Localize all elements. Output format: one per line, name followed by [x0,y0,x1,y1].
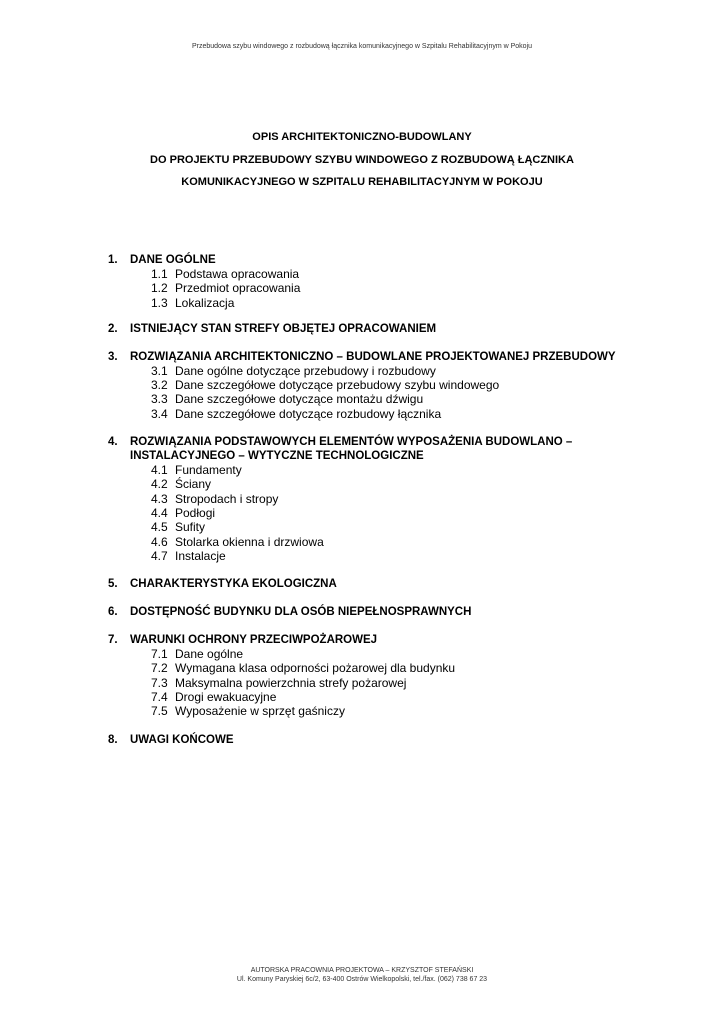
toc-subitem-number: 3.4 [151,406,168,421]
toc-section-heading [108,253,628,267]
toc-subitem [151,407,628,421]
toc-section [108,577,628,591]
toc-subitem-label: Stropodach i stropy [175,491,279,506]
toc-section [108,605,628,619]
toc-section-number: 4. [108,436,118,449]
toc-section-heading [108,350,628,364]
toc-section-title: WARUNKI OCHRONY PRZECIWPOŻAROWEJ [130,634,378,647]
toc-section-title: ROZWIĄZANIA PODSTAWOWYCH ELEMENTÓW WYPOSAŻENIA BUDOWLANO – INSTALACYJNEGO – WYTYCZNE TECHNOLOGICZNE [130,436,573,463]
toc-subitem [151,392,628,406]
toc-subitem [151,296,628,310]
toc-subitem [151,492,628,506]
toc-section-title: ROZWIĄZANIA ARCHITEKTONICZNO – BUDOWLANE PROJEKTOWANEJ PRZEBUDOWY [130,350,616,363]
toc-subitem-label: Dane ogólne dotyczące przebudowy i rozbudowy [175,363,436,378]
toc-subitem [151,661,628,675]
toc-subitem-number: 4.7 [151,548,168,563]
toc-section-heading [108,605,628,619]
toc-subitem [151,364,628,378]
toc-subitem-number: 7.3 [151,675,168,690]
title-line-3: KOMUNIKACYJNEGO W SZPITALU REHABILITACYJNYM W POKOJU [181,176,543,188]
toc-subitem-label: Wyposażenie w sprzęt gaśniczy [175,704,345,719]
toc-section-title: CHARAKTERYSTYKA EKOLOGICZNA [130,578,337,591]
toc-section-title: DOSTĘPNOŚĆ BUDYNKU DLA OSÓB NIEPEŁNOSPRAWNYCH [130,606,472,619]
toc-section-heading [108,633,628,647]
toc-subitem-number: 3.2 [151,378,168,393]
toc-section-heading [108,322,628,336]
toc-subitem-list [151,463,628,563]
title-line-1: OPIS ARCHITEKTONICZNO-BUDOWLANY [252,131,472,143]
toc-section-number: 3. [108,350,118,363]
toc-subitem-number: 3.1 [151,363,168,378]
toc-subitem [151,506,628,520]
toc-section-heading [108,733,628,747]
toc-subitem-label: Dane szczegółowe dotyczące przebudowy szybu windowego [175,378,500,393]
toc-subitem-label: Wymagana klasa odporności pożarowej dla budynku [175,661,456,676]
toc-subitem-label: Dane ogólne [175,647,244,662]
toc-section-title: UWAGI KOŃCOWE [130,733,234,746]
toc-section-number: 8. [108,733,118,746]
running-header: Przebudowa szybu windowego z rozbudową łącznika komunikacyjnego w Szpitalu Rehabilitacyjnym w Pokoju [191,43,533,50]
toc-subitem [151,676,628,690]
toc-subitem-label: Podstawa opracowania [175,267,300,281]
toc-subitem [151,520,628,534]
toc-subitem-label: Sufity [175,520,206,535]
toc-section [108,350,628,421]
toc-subitem-label: Drogi ewakuacyjne [175,690,277,705]
toc-subitem-number: 7.1 [151,647,168,662]
footer-line-2: Ul. Komuny Paryskiej 6c/2, 63-400 Ostrów Wielkopolski, tel./fax. (062) 738 67 23 [236,976,488,983]
toc-subitem [151,690,628,704]
toc-subitem-number: 1.1 [151,267,168,281]
toc-subitem-number: 4.6 [151,534,168,549]
toc-subitem-label: Ściany [175,477,212,492]
toc-subitem [151,549,628,563]
toc-subitem-number: 7.5 [151,704,168,719]
document-title [0,126,724,194]
toc-subitem [151,267,628,281]
toc-section-heading [108,435,628,463]
toc-subitem-label: Podłogi [175,505,216,520]
toc-subitem [151,535,628,549]
toc-subitem [151,281,628,295]
toc-subitem-number: 4.5 [151,520,168,535]
toc-subitem-list [151,267,628,310]
toc-subitem-number: 7.4 [151,690,168,705]
toc-subitem [151,378,628,392]
toc-subitem-number: 4.4 [151,505,168,520]
toc-subitem-number: 4.2 [151,477,168,492]
table-of-contents [0,253,724,747]
footer-line-1: AUTORSKA PRACOWNIA PROJEKTOWA – KRZYSZTOF STEFAŃSKI [250,967,474,974]
toc-subitem-number: 3.3 [151,392,168,407]
toc-subitem-label: Dane szczegółowe dotyczące montażu dźwigu [175,392,424,407]
toc-subitem [151,477,628,491]
toc-subitem-number: 4.3 [151,491,168,506]
toc-subitem [151,704,628,718]
toc-subitem-number: 1.3 [151,295,168,310]
toc-subitem-label: Dane szczegółowe dotyczące rozbudowy łącznika [175,406,442,421]
toc-subitem-number: 7.2 [151,661,168,676]
toc-subitem-label: Lokalizacja [175,295,235,310]
toc-section [108,733,628,747]
toc-subitem [151,647,628,661]
toc-section-number: 1. [108,254,118,266]
toc-section [108,322,628,336]
toc-section-number: 5. [108,578,118,591]
toc-subitem-list [151,364,628,421]
toc-section [108,435,628,563]
toc-section-title: ISTNIEJĄCY STAN STREFY OBJĘTEJ OPRACOWANIEM [130,322,437,335]
toc-section-title: DANE OGÓLNE [130,254,216,266]
toc-subitem-number: 1.2 [151,281,168,296]
toc-subitem-label: Fundamenty [175,463,242,478]
title-line-2: DO PROJEKTU PRZEBUDOWY SZYBU WINDOWEGO Z ROZBUDOWĄ ŁĄCZNIKA [150,153,574,166]
toc-subitem-label: Przedmiot opracowania [175,281,301,296]
toc-subitem-number: 4.1 [151,463,168,478]
toc-subitem-label: Stolarka okienna i drzwiowa [175,534,324,549]
toc-section-number: 6. [108,606,118,619]
toc-subitem-label: Maksymalna powierzchnia strefy pożarowej [175,675,407,690]
toc-subitem-label: Instalacje [175,548,226,563]
toc-section-number: 2. [108,322,118,335]
page-footer [0,966,724,984]
toc-section [108,633,628,718]
toc-section-heading [108,577,628,591]
toc-section-number: 7. [108,634,118,647]
toc-section [108,253,628,310]
toc-subitem-list [151,647,628,718]
toc-subitem [151,463,628,477]
